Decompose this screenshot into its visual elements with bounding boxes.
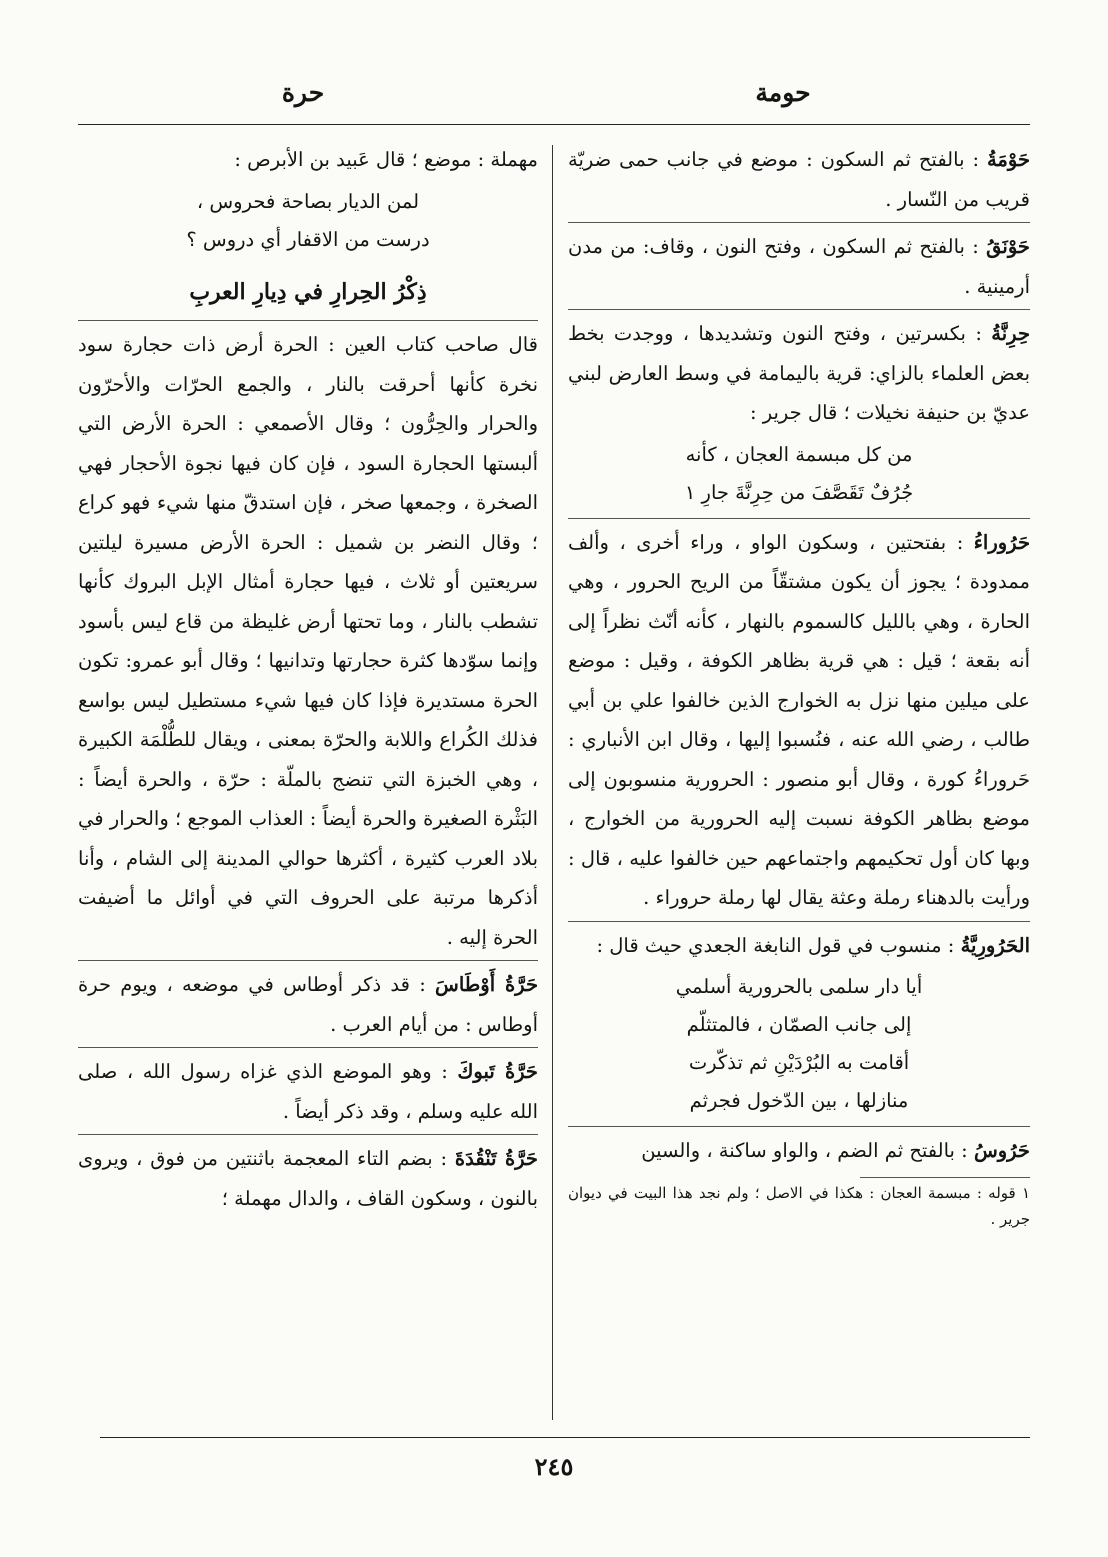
verse-line: جُرُفٌ تَقَصَّفَ من حِرِنَّةَ جارِ ١	[684, 480, 914, 504]
column-divider	[552, 145, 553, 1420]
verse-jarir	[568, 436, 1030, 512]
entry-harus	[568, 1126, 1030, 1171]
entry-text: : قد ذكر أوطاس في موضعه ، ويوم حرة أوطاس : من أيام العرب .	[78, 973, 538, 1036]
verse-abid	[78, 183, 538, 259]
footnote-rule	[860, 1177, 1030, 1178]
entry-text: : بضم التاء المعجمة باثنتين من فوق ، ويروى بالنون ، وسكون القاف ، والدال مهملة ؛	[78, 1147, 538, 1210]
verse-line: لمن الديار بصاحة فحروس ،	[196, 189, 420, 213]
verse-line: إلى جانب الصمّان ، فالمتثلّم	[686, 1013, 912, 1036]
entry-text: : وهو الموضع الذي غزاه رسول الله ، صلى الله عليه وسلم ، وقد ذكر أيضاً .	[78, 1060, 538, 1123]
verse-line: درست من الاقفار أي دروس ؟	[186, 227, 430, 251]
verse-nabigha	[568, 968, 1030, 1120]
entry-text: : بكسرتين ، وفتح النون وتشديدها ، ووجدت بخط بعض العلماء بالزاي: قرية باليمامة في وسط العارض لبني عديّ بن حنيفة نخيلات ؛ قال جرير :	[568, 322, 1030, 424]
headword: حَرَّةُ أَوْطَاسَ	[435, 973, 538, 996]
section-title: ذِكْرُ الحِرارِ في دِيارِ العربِ	[189, 278, 427, 305]
right-column	[568, 140, 1030, 1235]
continuation-text: مهملة : موضع ؛ قال عَبيد بن الأبرص :	[234, 148, 538, 171]
headword: الحَرُورِيَّةُ	[960, 933, 1030, 957]
headword: حَرَّةُ تَبوكَ	[457, 1060, 538, 1083]
header-rule	[78, 124, 1030, 125]
running-header-left: حرة	[281, 78, 325, 107]
headword: حَوْنَقُ	[986, 235, 1030, 258]
verse-line: أيا دار سلمى بالحرورية أسلمي	[675, 975, 923, 998]
headword: حِرِنَّةُ	[991, 322, 1030, 345]
entry-text: : منسوب في قول النابغة الجعدي حيث قال :	[596, 933, 961, 957]
entry-harrat-tanquda	[78, 1134, 538, 1218]
verse-line: من كل مبسمة العجان ، كأنه	[685, 442, 913, 466]
entry-hawnaq	[568, 222, 1030, 306]
headword: حَرُوراءُ	[973, 530, 1030, 554]
headword: حَرُوسُ	[973, 1139, 1030, 1162]
entry-hirinna	[568, 309, 1030, 433]
left-column	[78, 140, 538, 1221]
section-body: قال صاحب كتاب العين : الحرة أرض ذات حجارة سود نخرة كأنها أحرقت بالنار ، والجمع الحرّات والأحرّون والحرار والحِرُّون ؛ وقال الأصمعي : الحرة الأرض التي ألبستها الحجارة السود ، فإن كان فيها نجوة الأحجار فهي الصخرة ، وجمعها صخر ، فإن استدقّ منها شيء فهو كراع ؛ وقال النضر بن شميل : الحرة الأرض مسيرة ليلتين سريعتين أو ثلاث ، فيها حجارة أمثال الإبل البروك كأنها تشطب بالنار ، وما تحتها أرض غليظة من قاع ليس بأسود وإنما سوّدها كثرة حجارتها وتدانيها ؛ وقال أبو عمرو: تكون الحرة مستديرة فإذا كان فيها شيء مستطيل ليس بواسع فذلك الكُراع واللابة والحرّة بمعنى ، ويقال للطُّلْمَة الكبيرة ، وهي الخبزة التي تنضج بالملّة : حرّة ، والحرة أيضاً : البَثْرة الصغيرة والحرة أيضاً : العذاب الموجع ؛ والحرار في بلاد العرب كثيرة ، أكثرها حوالي المدينة إلى الشام ، وأنا أذكرها مرتبة على الحروف التي في أوائل ما أضيفت الحرة إليه .	[78, 320, 538, 957]
entry-text: : بالفتح ثم السكون ، وفتح النون ، وقاف: من مدن أرمينية .	[568, 235, 1030, 298]
entry-text: : بفتحتين ، وسكون الواو ، وراء أخرى ، وألف ممدودة ؛ يجوز أن يكون مشتقّاً من الريح الحرور ، وهي الحارة ، وهي بالليل كالسموم بالنهار ، كأنه أنّث نظراً إلى أنه بقعة ؛ قيل : هي قرية بظاهر الكوفة ، وقيل : موضع على ميلين منها نزل به الخوارج الذين خالفوا علي بن أبي طالب ، رضي الله عنه ، فنُسبوا إليها ، وقال ابن الأنباري : حَروراءُ كورة ، وقال أبو منصور : الحرورية منسوبون إلى موضع بظاهر الكوفة نسبت إليه الحرورية من الخوارج ، وبها كان أول تحكيمهم واجتماعهم حين خالفوا عليه ، قال : ورأيت بالدهناء رملة وعثة يقال لها رملة حروراء .	[568, 530, 1030, 909]
page-number: ٢٤٥	[534, 1452, 574, 1481]
entry-hawma	[568, 140, 1030, 219]
footer-rule	[100, 1437, 1030, 1438]
footnote: ١ قوله : مبسمة العجان : هكذا في الاصل ؛ ولم نجد هذا البيت في ديوان جرير .	[568, 1183, 1030, 1228]
verse-line: منازلها ، بين الدّخول فجرثم	[689, 1089, 909, 1112]
verse-line: أقامت به البُرْدَيْنِ ثم تذكّرت	[688, 1051, 910, 1074]
entry-harrat-awtas	[78, 960, 538, 1044]
entry-text: : بالفتح ثم الضم ، والواو ساكنة ، والسين	[641, 1139, 974, 1162]
entry-harrat-tabuk	[78, 1047, 538, 1131]
entry-haruraa	[568, 518, 1030, 918]
headword: حَوْمَةُ	[986, 148, 1030, 171]
running-header-right: حومة	[755, 78, 811, 107]
entry-haruriyya	[568, 921, 1030, 966]
headword: حَرَّةُ تَنْقُدَةَ	[454, 1147, 538, 1170]
entry-text: : بالفتح ثم السكون : موضع في جانب حمى ضريّة قريب من النّسار .	[568, 148, 1030, 211]
